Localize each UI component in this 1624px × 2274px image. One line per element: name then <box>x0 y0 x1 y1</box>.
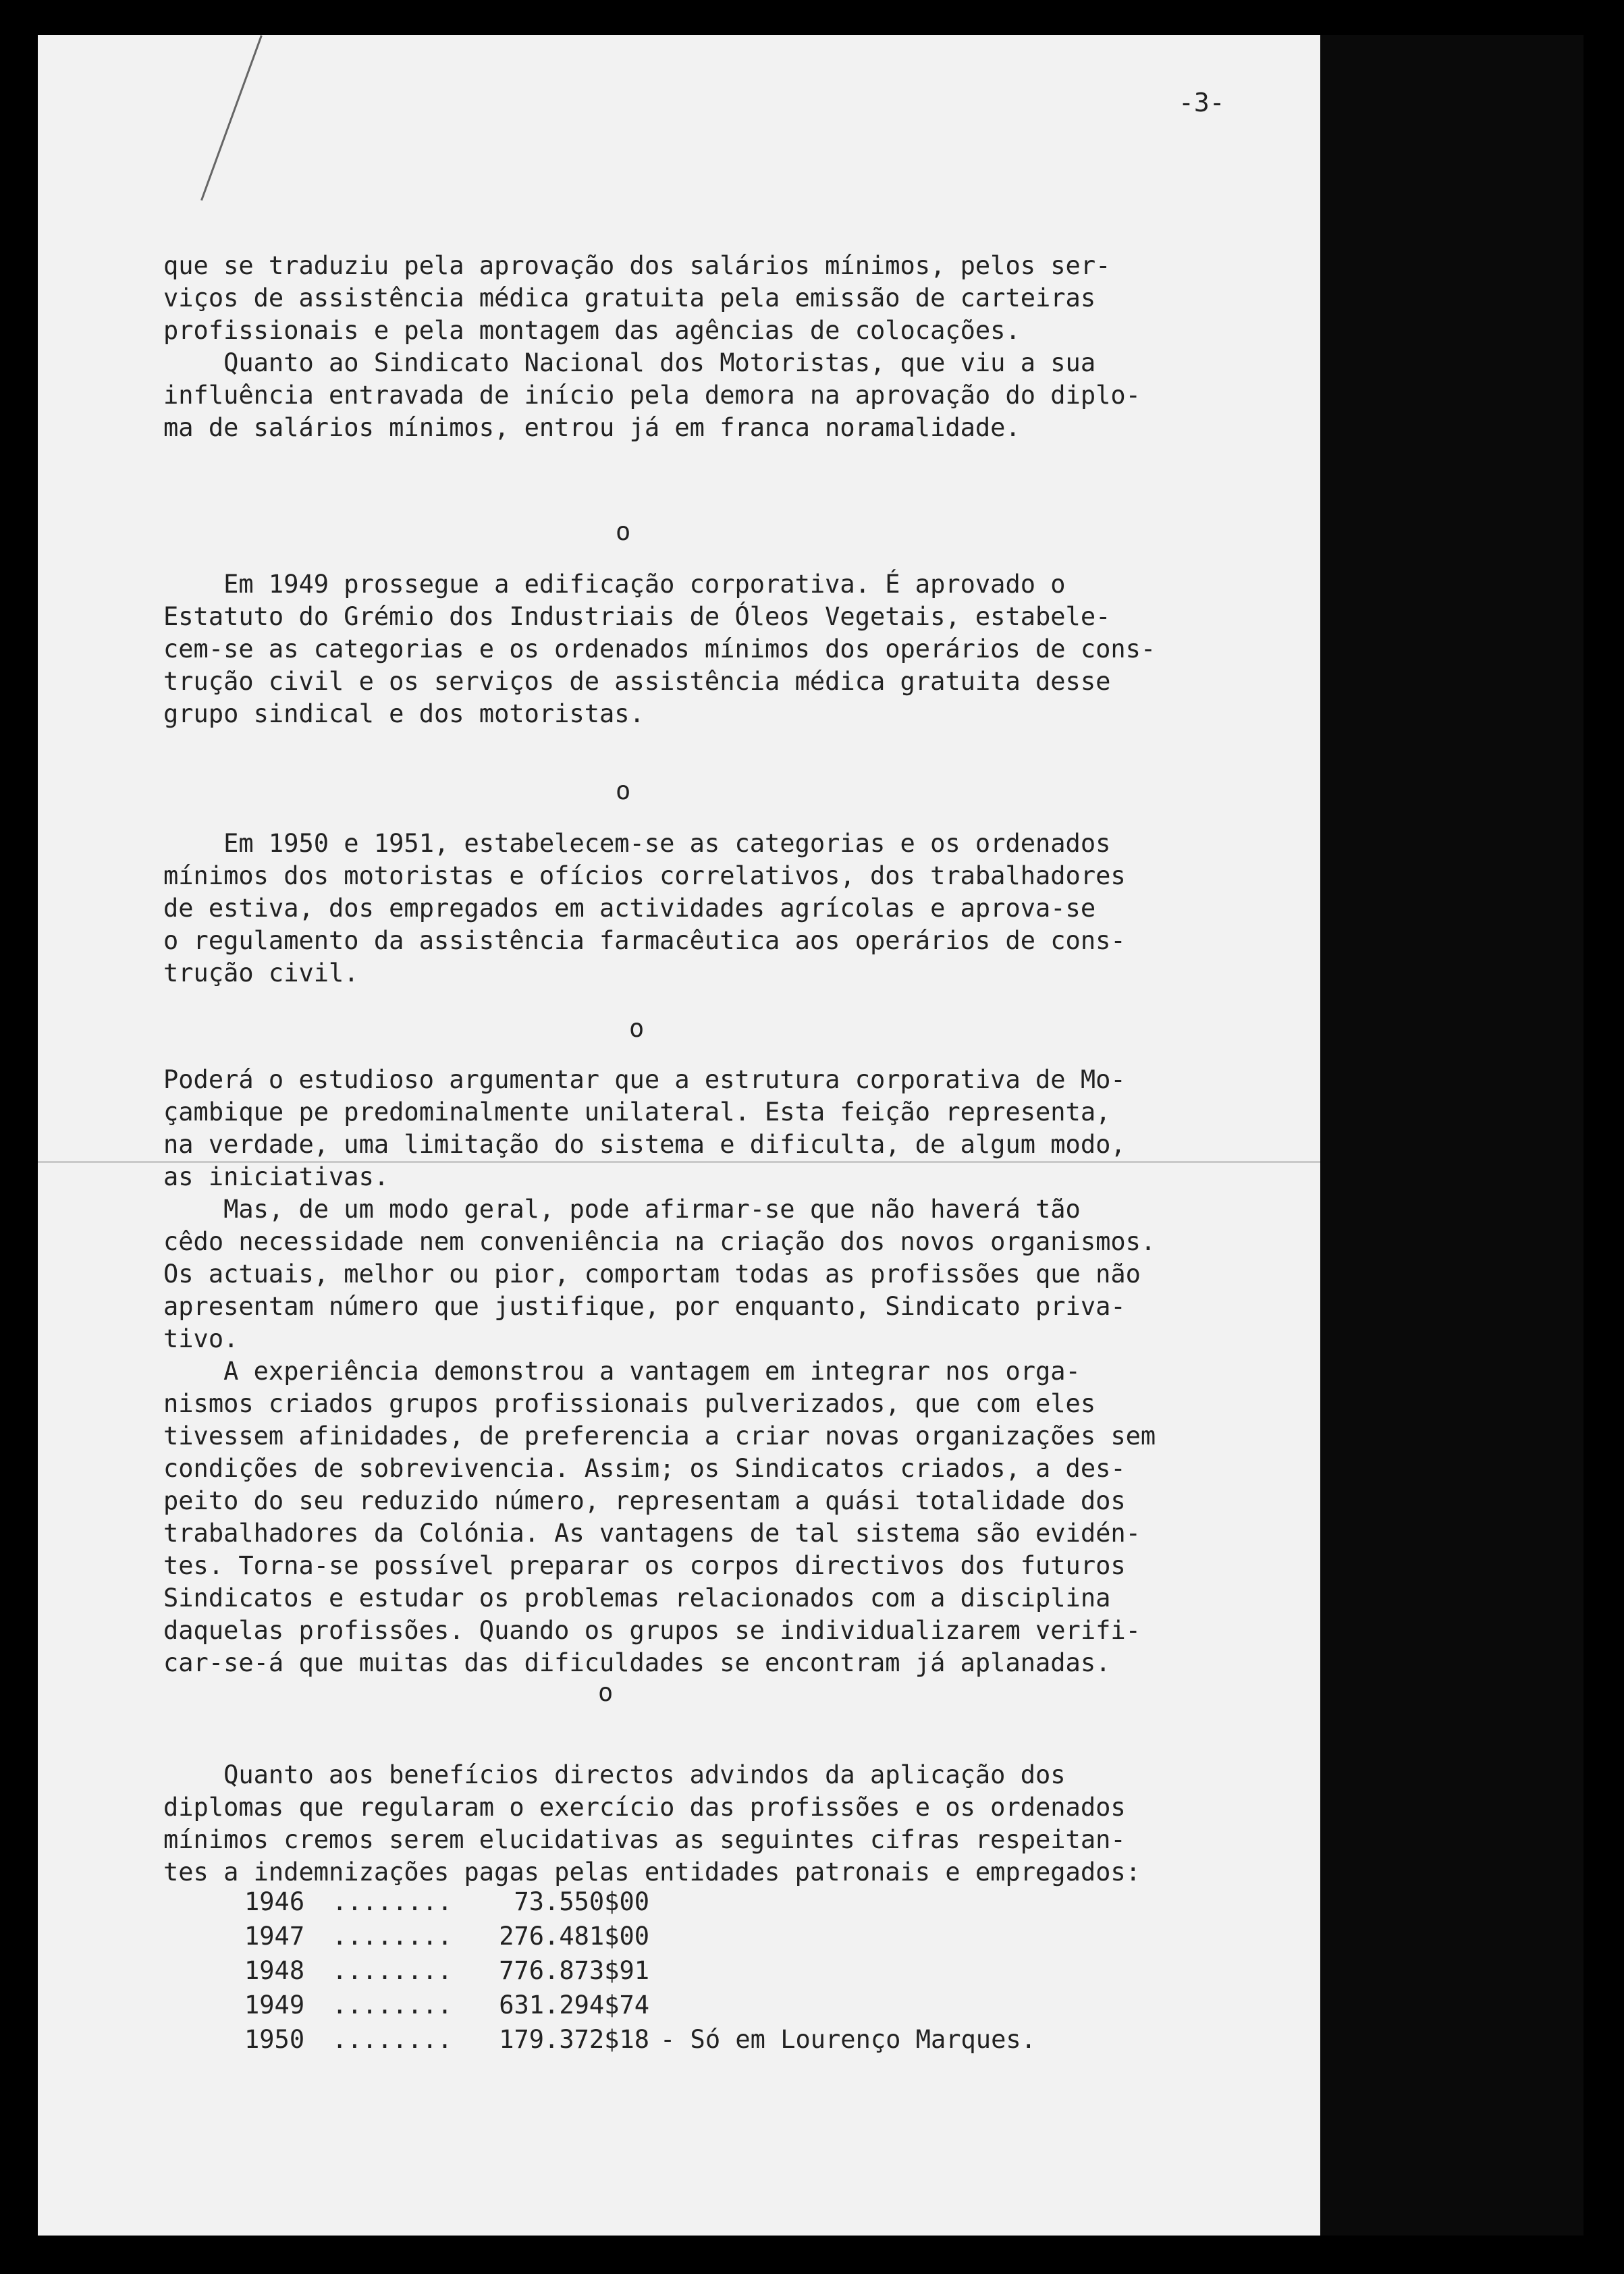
amount-cell: 776.873$91 <box>499 1956 649 1985</box>
year-cell: 1948 <box>244 1956 305 1985</box>
paragraph-1949: Em 1949 prossegue a edificação corporativa. É aprovado o Estatuto do Grémio dos Industriais de Óleos Vegetais, estabele- cem-se as categorias e os ordenados mínimos dos operários de cons- trução civil e os serviços de assistência médica gratuita desse grupo sindical e dos motoristas. <box>163 570 1156 728</box>
year-cell: 1949 <box>244 1991 305 2020</box>
section-separator: o <box>616 517 631 546</box>
document-page <box>38 35 1320 2236</box>
leader-dots: ........ <box>332 1956 453 1985</box>
section-separator: o <box>629 1014 645 1043</box>
year-cell: 1950 <box>244 2025 305 2054</box>
leader-dots: ........ <box>332 1991 453 2020</box>
paragraph-benefits: Quanto aos benefícios directos advindos da aplicação dos diplomas que regularam o exercício das profissões e os ordenados mínimos cremos serem elucidativas as seguintes cifras respeitan- tes a indemnizações pagas pelas entidades patronais e empregados: <box>163 1760 1141 1887</box>
leader-dots: ........ <box>332 2025 453 2054</box>
amount-cell: 73.550$00 <box>514 1887 649 1916</box>
pencil-mark <box>200 35 263 200</box>
indemnities-table <box>244 1885 1036 2057</box>
table-row <box>244 1919 1036 1953</box>
table-row <box>244 1953 1036 1988</box>
table-row <box>244 1885 1036 1919</box>
paragraph-corporate-structure: Poderá o estudioso argumentar que a estrutura corporativa de Mo- çambique pe predominalmente unilateral. Esta feição representa, na verdade, uma limitação do sistema e dificulta, de algum modo, as iniciativas. Mas, de um modo geral, pode afirmar-se que não haverá tão cêdo necessidade nem conveniência na criação dos novos organismos. Os actuais, melhor ou pior, comportam todas as profissões que não apresentam número que justifique, por enquanto, Sindicato priva- tivo. A experiência demonstrou a vantagem em integrar nos orga- nismos criados grupos profissionais pulverizados, que com eles tivessem afinidades, de preferencia a criar novas organizações sem condições de sobrevivencia. Assim; os Sindicatos criados, a des- peito do seu reduzido número, representam a quási totalidade dos trabalhadores da Colónia. As vantagens de tal sistema são evidén- tes. Torna-se possível preparar os corpos directivos dos futuros Sindicatos e estudar os problemas relacionados com a disciplina daquelas profissões. Quando os grupos se individualizarem verifi- car-se-á que muitas das dificuldades se encontram já aplanadas. <box>163 1065 1156 1677</box>
amount-cell: 631.294$74 <box>499 1991 649 2020</box>
section-separator: o <box>598 1678 614 1707</box>
year-cell: 1946 <box>244 1887 305 1916</box>
row-note: - Só em Lourenço Marques. <box>660 2025 1036 2054</box>
table-row <box>244 2022 1036 2057</box>
leader-dots: ........ <box>332 1922 453 1951</box>
paragraph-salaries: que se traduziu pela aprovação dos salários mínimos, pelos ser- viços de assistência médica gratuita pela emissão de carteiras profissionais e pela montagem das agências de colocações. Quanto ao Sindicato Nacional dos Motoristas, que viu a sua influência entravada de início pela demora na aprovação do diplo- ma de salários mínimos, entrou já em franca noramalidade. <box>163 251 1141 442</box>
table-row <box>244 1988 1036 2022</box>
year-cell: 1947 <box>244 1922 305 1951</box>
scan-shadow <box>1320 35 1584 2236</box>
amount-cell: 276.481$00 <box>499 1922 649 1951</box>
paragraph-1950-1951: Em 1950 e 1951, estabelecem-se as categorias e os ordenados mínimos dos motoristas e ofícios correlativos, dos trabalhadores de estiva, dos empregados em actividades agrícolas e aprova-se o regulamento da assistência farmacêutica aos operários de cons- trução civil. <box>163 829 1126 987</box>
page-number: -3- <box>1179 88 1225 117</box>
leader-dots: ........ <box>332 1887 453 1916</box>
section-separator: o <box>616 776 631 805</box>
amount-cell: 179.372$18 <box>499 2025 649 2054</box>
